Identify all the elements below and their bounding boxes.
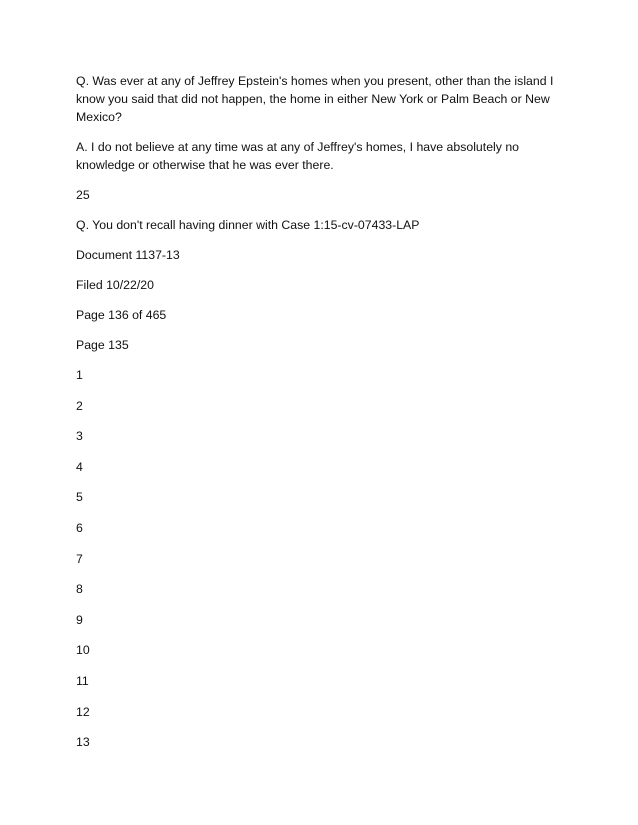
line-number: 2 bbox=[76, 398, 83, 413]
line-number: 7 bbox=[76, 551, 83, 566]
answer-paragraph: A. I do not believe at any time was at any of Jeffrey's homes, I have absolutely no knowledge or otherwise that he was ever there. bbox=[76, 140, 520, 172]
question-paragraph: Q. Was ever at any of Jeffrey Epstein's homes when you present, other than the island I know you said that did not happen, the home in either New York or Palm Beach or New Mexico? bbox=[76, 74, 554, 124]
line-number: 4 bbox=[76, 459, 83, 474]
document-number: Document 1137-13 bbox=[76, 248, 180, 262]
line-number: 10 bbox=[76, 643, 90, 658]
line-number: 9 bbox=[76, 612, 83, 627]
line-number: 13 bbox=[76, 735, 90, 750]
document-body bbox=[76, 72, 566, 764]
transcript-line-number: 25 bbox=[76, 188, 90, 202]
line-number: 11 bbox=[76, 673, 89, 688]
line-number: 8 bbox=[76, 582, 83, 597]
line-number: 6 bbox=[76, 520, 83, 535]
line-number: 12 bbox=[76, 704, 90, 719]
line-number: 5 bbox=[76, 490, 83, 505]
question-paragraph: Q. You don't recall having dinner with Case 1:15-cv-07433-LAP bbox=[76, 218, 420, 232]
line-number: 1 bbox=[76, 368, 83, 382]
transcript-page-number: Page 135 bbox=[76, 338, 129, 352]
page-of-total: Page 136 of 465 bbox=[76, 308, 167, 322]
line-number-list bbox=[76, 366, 566, 751]
filed-date: Filed 10/22/20 bbox=[76, 278, 154, 292]
line-number: 3 bbox=[76, 429, 83, 444]
